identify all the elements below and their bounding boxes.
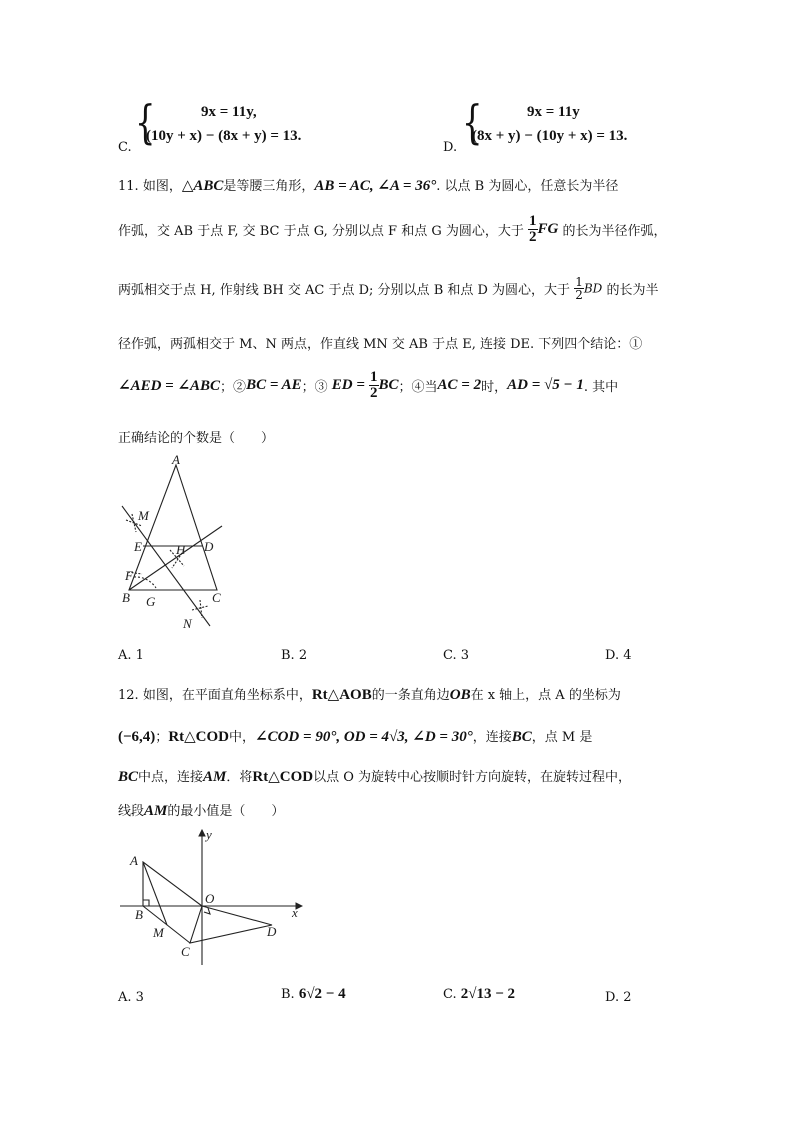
q12-number: 12. — [118, 688, 139, 703]
label-a: A — [172, 452, 180, 467]
label-a: A — [130, 853, 138, 868]
q10-option-c-eq2: (10y + x) − (8x + y) = 13. — [146, 128, 302, 144]
triangle-abc-shape — [129, 465, 217, 590]
label-b: B — [122, 590, 130, 605]
q11-line-6: 正确结论的个数是（ ） — [118, 431, 275, 446]
q12-option-b[interactable]: B. 6√2 − 4 — [281, 986, 346, 1002]
q11-line-1: 11. 如图，△ABC是等腰三角形，AB = AC, ∠A = 36°. 以点 B 为圆心，任意长为半径 — [118, 178, 619, 194]
q11-option-a[interactable]: A. 1 — [118, 648, 144, 663]
right-angle-b — [143, 900, 149, 906]
q12-line-3: BC中点，连接AM．将Rt△COD以点 O 为旋转中心按顺时针方向旋转，在旋转过程中， — [118, 769, 632, 785]
q11-triangle-figure — [112, 450, 232, 635]
q11-line-5: ∠AED = ∠ABC；②BC = AE；③ ED = $\frac{1}{2}$ BC；④当AC = 2时，AD = √5 − 1. 其中 — [118, 369, 619, 401]
q10-option-c-label: C. — [118, 140, 132, 155]
line-mn — [122, 506, 210, 626]
left-brace-icon: { — [462, 95, 483, 149]
q12-line-1: 12. 如图，在平面直角坐标系中，Rt△AOB的一条直角边OB在 x 轴上，点 A 的坐标为 — [118, 687, 621, 703]
q11-option-b[interactable]: B. 2 — [281, 648, 308, 663]
q11-line-2: 作弧，交 AB 于点 F, 交 BC 于点 G, 分别以点 F 和点 G 为圆心，大于 $\frac{1}{2}$ FG 的长为半径作弧， — [118, 213, 667, 245]
label-g: G — [146, 594, 156, 609]
q11-condition: AB = AC, ∠A = 36° — [314, 178, 437, 194]
label-d: D — [267, 924, 277, 939]
q11-line-3: 两弧相交于点 H, 作射线 BH 交 AC 于点 D; 分别以点 B 和点 D 为圆心，大于 $\frac{1}{2}$ BD 的长为半 — [118, 275, 659, 302]
fraction-one-half: $\frac{1}{2}$ — [370, 369, 378, 401]
q12-line-4: 线段AM的最小值是（ ） — [118, 803, 285, 819]
label-d: D — [204, 539, 214, 554]
q11-number: 11. — [118, 179, 139, 194]
label-m: M — [153, 925, 164, 940]
label-n: N — [183, 616, 192, 631]
q10-option-d-eq1: 9x = 11y — [527, 104, 580, 120]
ray-bh — [129, 526, 222, 590]
q12-option-a[interactable]: A. 3 — [118, 990, 144, 1005]
q10-option-d-eq2: (8x + y) − (10y + x) = 13. — [472, 128, 628, 144]
label-m: M — [138, 508, 149, 523]
label-e: E — [134, 539, 142, 554]
triangle-abc: △ABC — [181, 178, 224, 194]
label-b: B — [135, 907, 143, 922]
q11-option-c[interactable]: C. 3 — [443, 648, 470, 663]
label-x: x — [292, 905, 298, 920]
right-angle-o — [204, 908, 210, 914]
label-o: O — [205, 891, 215, 906]
label-c: C — [212, 590, 221, 605]
label-c: C — [181, 944, 190, 959]
fraction-one-half: $\frac{1}{2}$ — [529, 213, 537, 245]
q10-option-c-eq1: 9x = 11y, — [201, 104, 257, 120]
q11-line-4: 径作弧，两孤相交于 M、N 两点，作直线 MN 交 AB 于点 E, 连接 DE. 下列四个结论：① — [118, 337, 643, 352]
arc-mark-n — [192, 600, 208, 618]
label-y: y — [206, 827, 212, 842]
q12-coordinate-figure — [112, 825, 317, 970]
q10-option-d-label: D. — [443, 140, 458, 155]
q12-line-2: (−6,4)；Rt△COD中，∠COD = 90°, OD = 4√3, ∠D = 30°，连接BC，点 M 是 — [118, 729, 593, 745]
label-h: H — [176, 542, 186, 557]
q12-option-d[interactable]: D. 2 — [605, 990, 632, 1005]
q11-option-d[interactable]: D. 4 — [605, 648, 632, 663]
fraction-one-half: $\frac{1}{2}$ — [575, 275, 583, 302]
label-f: F — [125, 568, 133, 583]
q12-option-c[interactable]: C. 2√13 − 2 — [443, 986, 516, 1002]
left-brace-icon: { — [135, 95, 156, 149]
